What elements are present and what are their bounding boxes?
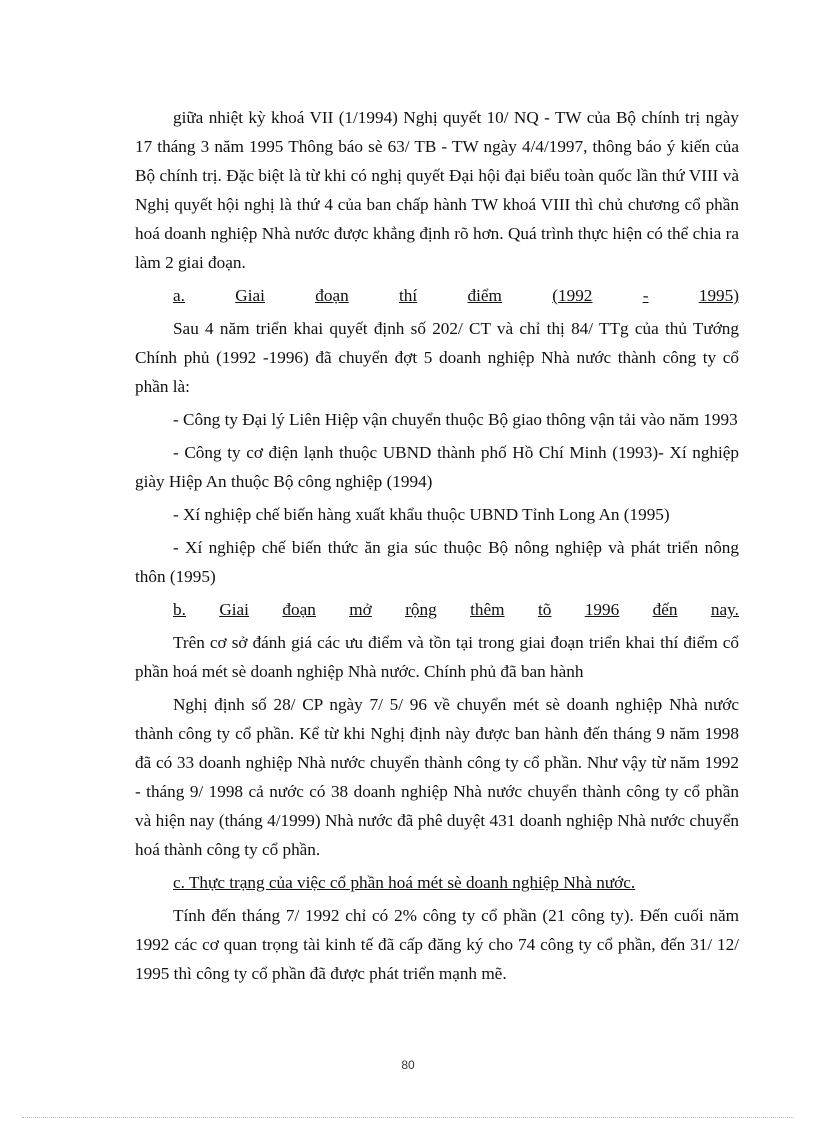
heading-b-word: 1996 [584, 600, 620, 619]
list-item-4: - Xí nghiệp chế biến thức ăn gia súc thuộc Bộ nông nghiệp và phát triển nông thôn (1995) [135, 538, 739, 586]
heading-b-word: đến [652, 600, 678, 619]
heading-a-word: (1992 [552, 286, 593, 305]
heading-a-word: - [642, 286, 649, 305]
heading-a-word: điểm [467, 286, 502, 305]
paragraph-decree: Nghị định số 28/ CP ngày 7/ 5/ 96 về chuyển mét sè doanh nghiệp Nhà nước thành công ty cổ phần. Kể từ khi Nghị định này được ban hành đến tháng 9 năm 1998 đã có 33 doanh nghiệp Nhà nước chuyển thành công ty cổ phần. Như vậy từ năm 1992 - tháng 9/ 1998 cả nước có 38 doanh nghiệp Nhà nước chuyển thành công ty cổ phần và hiện nay (tháng 4/1999) Nhà nước đã phê duyệt 431 doanh nghiệp Nhà nước chuyển hoá thành công ty cổ phần. [135, 695, 739, 859]
list-item-2: - Công ty cơ điện lạnh thuộc UBND thành phố Hồ Chí Minh (1993)- Xí nghiệp giày Hiệp An thuộc Bộ công nghiệp (1994) [135, 443, 739, 491]
heading-b-word: nay. [710, 600, 739, 619]
heading-a-word: a. [173, 286, 185, 305]
list-item-1: - Công ty Đại lý Liên Hiệp vận chuyển thuộc Bộ giao thông vận tải vào năm 1993 [173, 410, 738, 429]
paragraph-status: Tính đến tháng 7/ 1992 chỉ có 2% công ty cổ phần (21 công ty). Đến cuối năm 1992 các cơ quan trọng tài kinh tế đã cấp đăng ký cho 74 công ty cổ phần, đến 31/ 12/ 1995 thì công ty cổ phần đã được phát triển mạnh mẽ. [135, 906, 739, 983]
document-page [135, 103, 739, 992]
heading-b-word: tõ [537, 600, 552, 619]
heading-b-word: thêm [470, 600, 505, 619]
heading-a [135, 281, 739, 310]
heading-a-word: 1995) [698, 286, 739, 305]
paragraph-expansion: Trên cơ sở đánh giá các ưu điểm và tồn tại trong giai đoạn triển khai thí điểm cổ phần hoá mét sè doanh nghiệp Nhà nước. Chính phủ đã ban hành [135, 633, 739, 681]
heading-a-word: thí [399, 286, 418, 305]
footer-divider [22, 1117, 794, 1118]
paragraph-intro: giữa nhiệt kỳ khoá VII (1/1994) Nghị quyết 10/ NQ - TW của Bộ chính trị ngày 17 tháng 3 năm 1995 Thông báo sè 63/ TB - TW ngày 4/4/1997, thông báo ý kiến của Bộ chính trị. Đặc biệt là từ khi có nghị quyết Đại hội đại biểu toàn quốc lần thứ VIII và Nghị quyết hội nghị là thứ 4 của ban chấp hành TW khoá VIII thì chủ chương cổ phần hoá doanh nghiệp Nhà nước được khẳng định rõ hơn. Quá trình thực hiện có thể chia ra làm 2 giai đoạn. [135, 108, 739, 272]
heading-b-word: mở [349, 600, 372, 619]
heading-b-word: đoạn [282, 600, 316, 619]
paragraph-pilot: Sau 4 năm triển khai quyết định số 202/ CT và chỉ thị 84/ TTg của thủ Tướng Chính phủ (1992 -1996) đã chuyển đợt 5 doanh nghiệp Nhà nước thành công ty cổ phần là: [135, 319, 739, 396]
heading-b-word: rộng [405, 600, 437, 619]
heading-a-word: đoạn [315, 286, 349, 305]
list-item-3: - Xí nghiệp chế biến hàng xuất khẩu thuộc UBND Tỉnh Long An (1995) [173, 505, 670, 524]
heading-b-word: b. [173, 600, 186, 619]
page-number: 80 [401, 1058, 415, 1072]
heading-b-word: Giai [219, 600, 249, 619]
heading-c: c. Thực trạng của việc cổ phần hoá mét sè doanh nghiệp Nhà nước. [173, 873, 636, 892]
heading-a-word: Giai [235, 286, 265, 305]
heading-b [135, 595, 739, 624]
